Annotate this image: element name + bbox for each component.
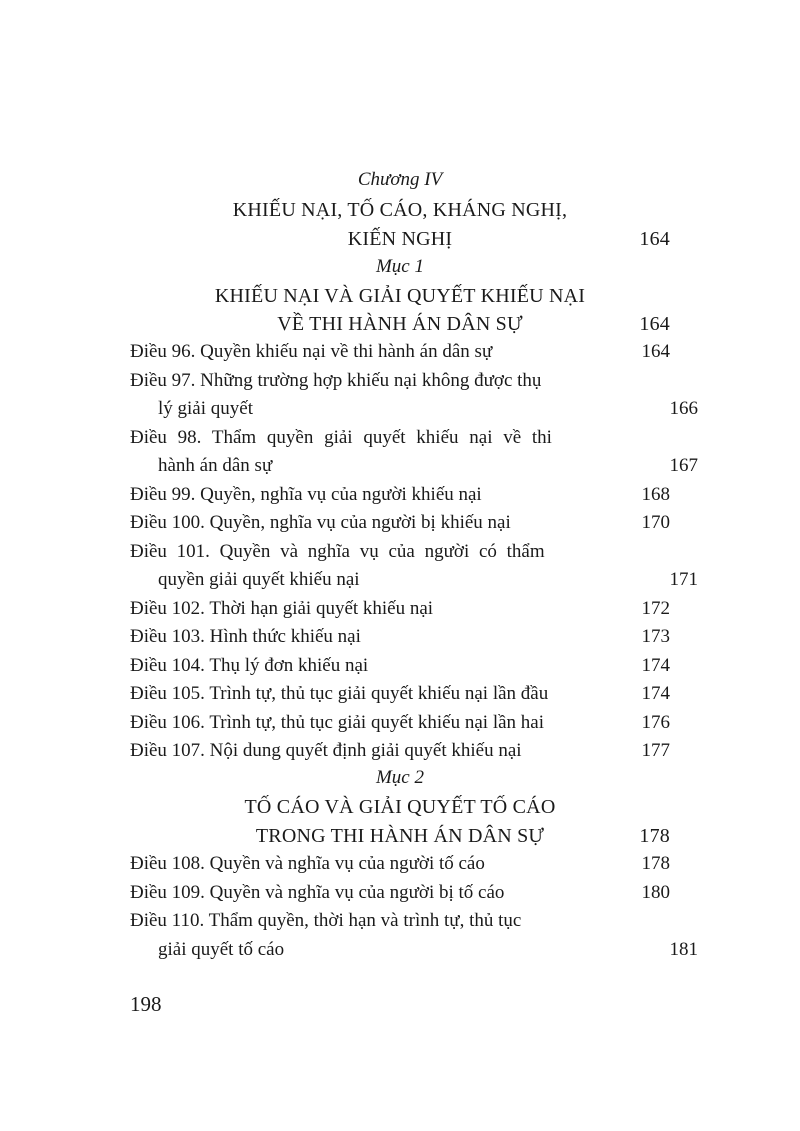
toc-entry[interactable]: Điều 98. Thẩm quyền giải quyết khiếu nại về thi: [130, 427, 552, 448]
page-ref: 171: [669, 569, 698, 590]
toc-entry[interactable]: Điều 96. Quyền khiếu nại về thi hành án dân sự 164: [130, 338, 670, 366]
page-ref: 174: [641, 655, 670, 676]
chapter-title-line: KIẾN NGHỊ 164: [130, 225, 670, 253]
chapter-title-line: KHIẾU NẠI, TỐ CÁO, KHÁNG NGHỊ,: [232, 199, 568, 221]
page-ref: 178: [639, 825, 670, 847]
toc-entry-continuation[interactable]: giải quyết tố cáo 181: [130, 936, 698, 964]
toc-entry[interactable]: Điều 100. Quyền, nghĩa vụ của người bị khiếu nại 170: [130, 509, 670, 537]
page-ref: 177: [641, 740, 670, 761]
section-label: Mục 2: [375, 767, 424, 788]
toc-entry[interactable]: Điều 104. Thụ lý đơn khiếu nại 174: [130, 652, 670, 680]
page-number: 198: [130, 992, 162, 1016]
toc-entry[interactable]: Điều 107. Nội dung quyết định giải quyết khiếu nại 177: [130, 737, 670, 765]
page-ref: 174: [641, 683, 670, 704]
page-ref: 164: [641, 341, 670, 362]
toc-entry-continuation[interactable]: quyền giải quyết khiếu nại 171: [130, 566, 698, 594]
page-ref: 166: [669, 398, 698, 419]
section-title-line: KHIẾU NẠI VÀ GIẢI QUYẾT KHIẾU NẠI: [214, 285, 586, 307]
toc-entry[interactable]: Điều 109. Quyền và nghĩa vụ của người bị tố cáo 180: [130, 879, 670, 907]
page-ref: 181: [669, 939, 698, 960]
page-ref: 164: [639, 228, 670, 250]
toc-entry-continuation[interactable]: hành án dân sự 167: [130, 452, 698, 480]
page-ref: 173: [641, 626, 670, 647]
section-label: Mục 1: [375, 256, 424, 277]
toc-entry[interactable]: Điều 97. Những trường hợp khiếu nại không được thụ: [130, 370, 542, 391]
page-ref: 170: [641, 512, 670, 533]
page-ref: 167: [669, 455, 698, 476]
toc-entry[interactable]: Điều 102. Thời hạn giải quyết khiếu nại 172: [130, 595, 670, 623]
page-ref: 178: [641, 853, 670, 874]
page-ref: 180: [641, 882, 670, 903]
toc-entry[interactable]: Điều 103. Hình thức khiếu nại 173: [130, 623, 670, 651]
toc-entry[interactable]: Điều 110. Thẩm quyền, thời hạn và trình tự, thủ tục: [130, 910, 522, 931]
toc-entry[interactable]: Điều 99. Quyền, nghĩa vụ của người khiếu nại 168: [130, 481, 670, 509]
chapter-label: Chương IV: [357, 169, 443, 190]
toc-entry[interactable]: Điều 106. Trình tự, thủ tục giải quyết khiếu nại lần hai 176: [130, 709, 670, 737]
page-ref: 172: [641, 598, 670, 619]
toc-entry[interactable]: Điều 105. Trình tự, thủ tục giải quyết khiếu nại lần đầu 174: [130, 680, 670, 708]
section-title-line: TRONG THI HÀNH ÁN DÂN SỰ 178: [130, 822, 670, 850]
section-title-line: VỀ THI HÀNH ÁN DÂN SỰ 164: [130, 310, 670, 338]
toc-entry-continuation[interactable]: lý giải quyết 166: [130, 395, 698, 423]
page-ref: 168: [641, 484, 670, 505]
page-ref: 164: [639, 313, 670, 335]
page-ref: 176: [641, 712, 670, 733]
toc-entry[interactable]: Điều 101. Quyền và nghĩa vụ của người có thẩm: [130, 541, 545, 562]
toc-entry[interactable]: Điều 108. Quyền và nghĩa vụ của người tố cáo 178: [130, 850, 670, 878]
section-title-line: TỐ CÁO VÀ GIẢI QUYẾT TỐ CÁO: [244, 796, 556, 818]
